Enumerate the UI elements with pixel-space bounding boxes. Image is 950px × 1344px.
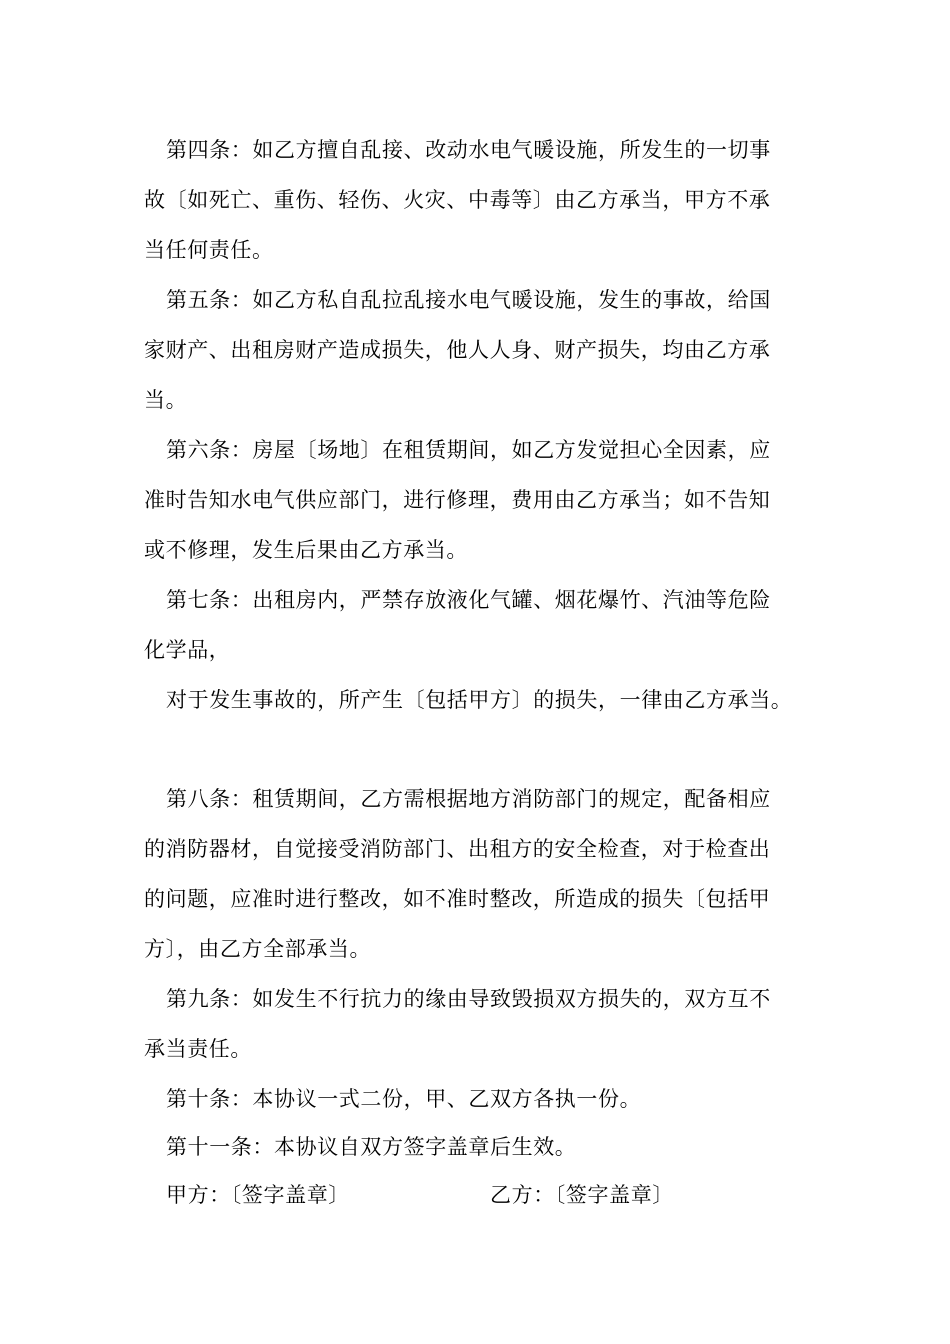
party-b-signature: 乙方：〔签字盖章〕 [490,1183,674,1207]
article-4-line-2: 故〔如死亡、重伤、轻伤、火灾、中毒等〕由乙方承当，甲方不承 [144,188,771,212]
article-4-line-3: 当任何责任。 [144,238,274,262]
article-7-line-2: 化学品， [144,638,231,662]
article-11-line-1: 第十一条：本协议自双方签字盖章后生效。 [166,1135,577,1159]
article-8-line-3: 的问题，应准时进行整改，如不准时整改，所造成的损失〔包括甲 [144,887,771,911]
article-8-line-1: 第八条：租赁期间，乙方需根据地方消防部门的规定，配备相应 [166,787,771,811]
article-9-line-2: 承当责任。 [144,1037,252,1061]
article-7-line-1: 第七条：出租房内，严禁存放液化气罐、烟花爆竹、汽油等危险 [166,588,771,612]
article-7-cont-line-1: 对于发生事故的，所产生〔包括甲方〕的损失，一律由乙方承当。 [166,688,793,712]
article-9-line-1: 第九条：如发生不行抗力的缘由导致毁损双方损失的，双方互不 [166,987,771,1011]
article-5-line-3: 当。 [144,388,188,412]
party-a-signature: 甲方：〔签字盖章〕 [166,1183,350,1207]
article-10-line-1: 第十条：本协议一式二份，甲、乙双方各执一份。 [166,1087,642,1111]
article-6-line-1: 第六条：房屋〔场地〕在租赁期间，如乙方发觉担心全因素，应 [166,438,771,462]
article-6-line-2: 准时告知水电气供应部门，进行修理，费用由乙方承当；如不告知 [144,488,771,512]
article-5-line-2: 家财产、出租房财产造成损失，他人人身、财产损失，均由乙方承 [144,338,771,362]
article-5-line-1: 第五条：如乙方私自乱拉乱接水电气暖设施，发生的事故，给国 [166,288,771,312]
article-6-line-3: 或不修理，发生后果由乙方承当。 [144,538,468,562]
article-8-line-2: 的消防器材，自觉接受消防部门、出租方的安全检查，对于检查出 [144,837,771,861]
article-8-line-4: 方〕，由乙方全部承当。 [144,937,372,961]
article-4-line-1: 第四条：如乙方擅自乱接、改动水电气暖设施，所发生的一切事 [166,138,771,162]
